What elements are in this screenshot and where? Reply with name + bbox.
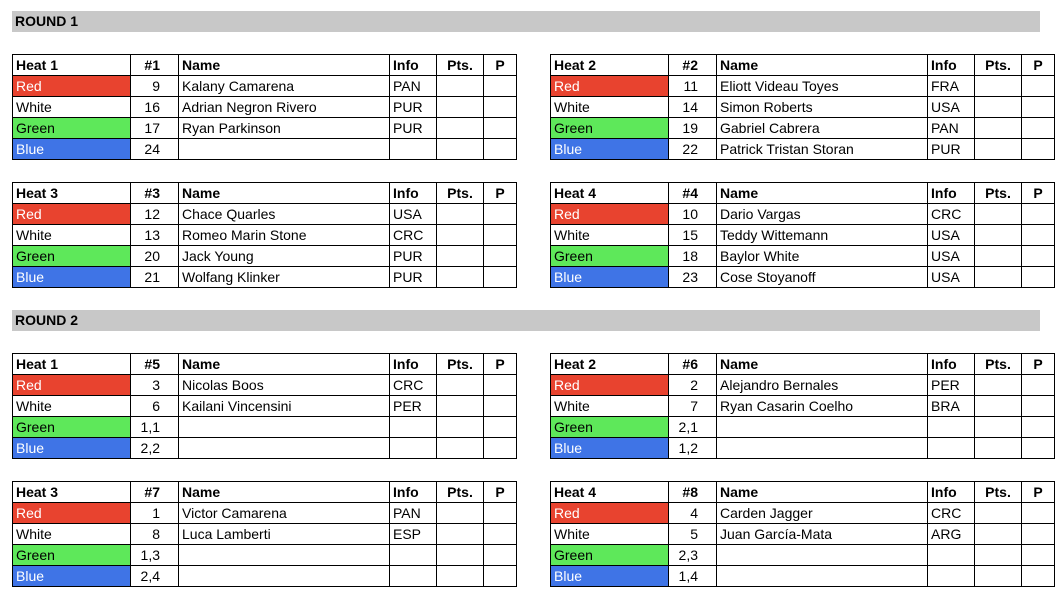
info-header: Info [390, 354, 437, 375]
heat-table [550, 481, 1055, 587]
heat-label: Heat 4 [551, 482, 669, 503]
surfer-seed-cell: 2,3 [669, 545, 717, 566]
country-info-cell: PUR [390, 97, 437, 118]
lane-color-cell: Green [13, 545, 131, 566]
table-row [551, 204, 1055, 225]
place-cell[interactable] [484, 76, 517, 97]
table-row [551, 524, 1055, 545]
points-cell[interactable] [437, 417, 484, 438]
table-row [551, 503, 1055, 524]
table-row [551, 566, 1055, 587]
surfer-seed-cell: 1,1 [131, 417, 179, 438]
country-info-cell [390, 545, 437, 566]
place-cell[interactable] [484, 566, 517, 587]
points-cell[interactable] [437, 204, 484, 225]
place-cell[interactable] [484, 267, 517, 288]
country-info-cell: PUR [390, 118, 437, 139]
points-cell[interactable] [975, 246, 1022, 267]
info-header: Info [390, 55, 437, 76]
points-cell[interactable] [975, 566, 1022, 587]
points-cell[interactable] [437, 545, 484, 566]
points-cell[interactable] [975, 267, 1022, 288]
surfer-name-cell: Simon Roberts [717, 97, 928, 118]
surfer-name-cell: Romeo Marin Stone [179, 225, 390, 246]
country-info-cell [390, 566, 437, 587]
points-cell[interactable] [437, 246, 484, 267]
place-cell[interactable] [484, 396, 517, 417]
place-cell[interactable] [484, 139, 517, 160]
surfer-seed-cell: 22 [669, 139, 717, 160]
place-cell[interactable] [484, 375, 517, 396]
lane-color-cell: Blue [13, 566, 131, 587]
points-cell[interactable] [975, 417, 1022, 438]
place-cell[interactable] [484, 225, 517, 246]
points-cell[interactable] [437, 566, 484, 587]
place-cell[interactable] [484, 417, 517, 438]
surfer-name-cell: Luca Lamberti [179, 524, 390, 545]
table-row [13, 267, 517, 288]
place-cell[interactable] [1022, 204, 1055, 225]
country-info-cell: ESP [390, 524, 437, 545]
info-header: Info [928, 183, 975, 204]
surfer-name-cell [717, 566, 928, 587]
name-header: Name [717, 183, 928, 204]
country-info-cell: PER [390, 396, 437, 417]
country-info-cell: USA [390, 204, 437, 225]
table-row [551, 225, 1055, 246]
heat-table [12, 481, 517, 587]
place-cell[interactable] [484, 438, 517, 459]
points-cell[interactable] [975, 139, 1022, 160]
lane-color-cell: White [13, 396, 131, 417]
country-info-cell: PAN [390, 76, 437, 97]
points-cell[interactable] [437, 225, 484, 246]
place-cell[interactable] [484, 118, 517, 139]
place-cell[interactable] [484, 204, 517, 225]
surfer-name-cell: Jack Young [179, 246, 390, 267]
lane-color-cell: Red [13, 375, 131, 396]
points-cell[interactable] [975, 225, 1022, 246]
heat-number: #5 [131, 354, 179, 375]
place-cell[interactable] [484, 97, 517, 118]
surfer-seed-cell: 11 [669, 76, 717, 97]
surfer-seed-cell: 13 [131, 225, 179, 246]
points-cell[interactable] [437, 76, 484, 97]
place-header: P [484, 482, 517, 503]
points-cell[interactable] [437, 97, 484, 118]
country-info-cell: ARG [928, 524, 975, 545]
round-title: ROUND 2 [12, 310, 1040, 331]
lane-color-cell: Green [551, 246, 669, 267]
place-cell[interactable] [484, 246, 517, 267]
lane-color-cell: Green [13, 417, 131, 438]
table-row [551, 76, 1055, 97]
surfer-seed-cell: 1,4 [669, 566, 717, 587]
place-cell[interactable] [1022, 524, 1055, 545]
surfer-name-cell: Dario Vargas [717, 204, 928, 225]
table-row [551, 438, 1055, 459]
country-info-cell: CRC [390, 225, 437, 246]
surfer-seed-cell: 2,2 [131, 438, 179, 459]
surfer-seed-cell: 19 [669, 118, 717, 139]
surfer-seed-cell: 5 [669, 524, 717, 545]
lane-color-cell: Red [13, 503, 131, 524]
lane-color-cell: Green [13, 118, 131, 139]
info-header: Info [390, 482, 437, 503]
heat-number: #6 [669, 354, 717, 375]
lane-color-cell: White [551, 225, 669, 246]
name-header: Name [717, 55, 928, 76]
heat-table [12, 182, 517, 288]
table-row [551, 139, 1055, 160]
points-cell[interactable] [437, 503, 484, 524]
heat-header-row [551, 482, 1055, 503]
points-cell[interactable] [437, 139, 484, 160]
surfer-seed-cell: 12 [131, 204, 179, 225]
surfer-name-cell: Nicolas Boos [179, 375, 390, 396]
lane-color-cell: Blue [13, 139, 131, 160]
surfer-name-cell: Baylor White [717, 246, 928, 267]
place-header: P [484, 354, 517, 375]
country-info-cell: CRC [928, 204, 975, 225]
table-row [13, 204, 517, 225]
lane-color-cell: Blue [13, 438, 131, 459]
info-header: Info [928, 482, 975, 503]
place-cell[interactable] [1022, 118, 1055, 139]
lane-color-cell: White [551, 396, 669, 417]
surfer-name-cell: Chace Quarles [179, 204, 390, 225]
country-info-cell: USA [928, 97, 975, 118]
surfer-name-cell: Cose Stoyanoff [717, 267, 928, 288]
country-info-cell: PAN [928, 118, 975, 139]
place-cell[interactable] [484, 524, 517, 545]
table-row [13, 438, 517, 459]
place-header: P [484, 55, 517, 76]
lane-color-cell: White [13, 225, 131, 246]
surfer-seed-cell: 17 [131, 118, 179, 139]
table-row [551, 545, 1055, 566]
info-header: Info [928, 55, 975, 76]
table-row [551, 396, 1055, 417]
surfer-name-cell: Juan García-Mata [717, 524, 928, 545]
surfer-name-cell: Alejandro Bernales [717, 375, 928, 396]
lane-color-cell: Green [551, 545, 669, 566]
table-row [13, 566, 517, 587]
points-cell[interactable] [975, 545, 1022, 566]
table-row [551, 246, 1055, 267]
table-row [13, 97, 517, 118]
place-header: P [1022, 482, 1055, 503]
surfer-name-cell [179, 417, 390, 438]
heat-number: #3 [131, 183, 179, 204]
heat-header-row [551, 55, 1055, 76]
lane-color-cell: White [13, 524, 131, 545]
surfer-seed-cell: 16 [131, 97, 179, 118]
table-row [13, 524, 517, 545]
table-row [13, 396, 517, 417]
lane-color-cell: Green [13, 246, 131, 267]
place-cell[interactable] [1022, 396, 1055, 417]
surfer-name-cell: Teddy Wittemann [717, 225, 928, 246]
surfer-name-cell: Kalany Camarena [179, 76, 390, 97]
surfer-seed-cell: 20 [131, 246, 179, 267]
place-cell[interactable] [484, 545, 517, 566]
table-row [551, 267, 1055, 288]
heat-number: #8 [669, 482, 717, 503]
points-cell[interactable] [975, 396, 1022, 417]
points-cell[interactable] [437, 267, 484, 288]
place-cell[interactable] [1022, 225, 1055, 246]
surfer-name-cell [717, 545, 928, 566]
table-row [13, 225, 517, 246]
place-header: P [484, 183, 517, 204]
surfer-name-cell [179, 438, 390, 459]
place-header: P [1022, 55, 1055, 76]
surfer-seed-cell: 1,2 [669, 438, 717, 459]
lane-color-cell: White [551, 524, 669, 545]
country-info-cell [928, 438, 975, 459]
name-header: Name [179, 354, 390, 375]
surfer-name-cell: Kailani Vincensini [179, 396, 390, 417]
name-header: Name [179, 482, 390, 503]
place-cell[interactable] [1022, 375, 1055, 396]
lane-color-cell: Red [13, 76, 131, 97]
points-cell[interactable] [437, 118, 484, 139]
surfer-seed-cell: 23 [669, 267, 717, 288]
lane-color-cell: Blue [551, 267, 669, 288]
place-header: P [1022, 354, 1055, 375]
surfer-seed-cell: 2,4 [131, 566, 179, 587]
points-cell[interactable] [437, 438, 484, 459]
lane-color-cell: Red [551, 204, 669, 225]
table-row [13, 246, 517, 267]
points-header: Pts. [437, 482, 484, 503]
heat-number: #2 [669, 55, 717, 76]
surfer-seed-cell: 7 [669, 396, 717, 417]
heat-label: Heat 1 [13, 55, 131, 76]
table-row [13, 545, 517, 566]
points-cell[interactable] [975, 76, 1022, 97]
country-info-cell [928, 566, 975, 587]
table-row [13, 375, 517, 396]
heat-number: #7 [131, 482, 179, 503]
points-cell[interactable] [975, 204, 1022, 225]
points-cell[interactable] [975, 524, 1022, 545]
country-info-cell [390, 438, 437, 459]
place-cell[interactable] [1022, 97, 1055, 118]
place-cell[interactable] [1022, 246, 1055, 267]
surfer-seed-cell: 2 [669, 375, 717, 396]
surfer-name-cell: Carden Jagger [717, 503, 928, 524]
points-header: Pts. [975, 354, 1022, 375]
points-cell[interactable] [975, 503, 1022, 524]
country-info-cell: PUR [390, 246, 437, 267]
points-header: Pts. [975, 55, 1022, 76]
points-header: Pts. [437, 183, 484, 204]
points-cell[interactable] [975, 438, 1022, 459]
place-cell[interactable] [1022, 76, 1055, 97]
country-info-cell: USA [928, 225, 975, 246]
heat-label: Heat 2 [551, 55, 669, 76]
surfer-name-cell [179, 566, 390, 587]
surfer-seed-cell: 21 [131, 267, 179, 288]
surfer-seed-cell: 4 [669, 503, 717, 524]
lane-color-cell: White [13, 97, 131, 118]
info-header: Info [390, 183, 437, 204]
lane-color-cell: White [551, 97, 669, 118]
lane-color-cell: Green [551, 118, 669, 139]
heat-table [550, 182, 1055, 288]
points-cell[interactable] [437, 396, 484, 417]
name-header: Name [179, 55, 390, 76]
table-row [13, 76, 517, 97]
points-cell[interactable] [437, 375, 484, 396]
heat-header-row [551, 354, 1055, 375]
country-info-cell: PUR [928, 139, 975, 160]
heat-table [12, 353, 517, 459]
lane-color-cell: Blue [551, 438, 669, 459]
country-info-cell [390, 139, 437, 160]
round-title: ROUND 1 [12, 11, 1040, 32]
lane-color-cell: Red [551, 375, 669, 396]
place-cell[interactable] [484, 503, 517, 524]
heat-label: Heat 3 [13, 482, 131, 503]
points-header: Pts. [437, 55, 484, 76]
points-header: Pts. [975, 482, 1022, 503]
surfer-seed-cell: 2,1 [669, 417, 717, 438]
heat-table [12, 54, 517, 160]
name-header: Name [717, 482, 928, 503]
place-cell[interactable] [1022, 417, 1055, 438]
surfer-name-cell [179, 545, 390, 566]
table-row [551, 97, 1055, 118]
country-info-cell [928, 545, 975, 566]
surfer-seed-cell: 8 [131, 524, 179, 545]
points-cell[interactable] [975, 118, 1022, 139]
country-info-cell: PER [928, 375, 975, 396]
country-info-cell: CRC [390, 375, 437, 396]
points-header: Pts. [437, 354, 484, 375]
surfer-name-cell: Ryan Casarin Coelho [717, 396, 928, 417]
surfer-name-cell [179, 139, 390, 160]
lane-color-cell: Red [551, 503, 669, 524]
surfer-seed-cell: 24 [131, 139, 179, 160]
place-cell[interactable] [1022, 438, 1055, 459]
place-cell[interactable] [1022, 267, 1055, 288]
country-info-cell: PAN [390, 503, 437, 524]
surfer-seed-cell: 1 [131, 503, 179, 524]
country-info-cell: BRA [928, 396, 975, 417]
place-cell[interactable] [1022, 139, 1055, 160]
surfer-name-cell: Eliott Videau Toyes [717, 76, 928, 97]
heat-label: Heat 4 [551, 183, 669, 204]
country-info-cell [928, 417, 975, 438]
heat-label: Heat 2 [551, 354, 669, 375]
info-header: Info [928, 354, 975, 375]
surfer-name-cell: Victor Camarena [179, 503, 390, 524]
surfer-name-cell [717, 417, 928, 438]
heat-header-row [13, 354, 517, 375]
table-row [551, 118, 1055, 139]
heat-label: Heat 3 [13, 183, 131, 204]
surfer-seed-cell: 1,3 [131, 545, 179, 566]
heat-header-row [13, 482, 517, 503]
table-row [13, 118, 517, 139]
heat-table [550, 54, 1055, 160]
surfer-name-cell: Adrian Negron Rivero [179, 97, 390, 118]
heat-header-row [13, 55, 517, 76]
country-info-cell: CRC [928, 503, 975, 524]
lane-color-cell: Red [551, 76, 669, 97]
surfer-name-cell: Gabriel Cabrera [717, 118, 928, 139]
points-cell[interactable] [437, 524, 484, 545]
country-info-cell: PUR [390, 267, 437, 288]
lane-color-cell: Blue [13, 267, 131, 288]
country-info-cell [390, 417, 437, 438]
heat-label: Heat 1 [13, 354, 131, 375]
place-cell[interactable] [1022, 503, 1055, 524]
name-header: Name [717, 354, 928, 375]
heat-number: #1 [131, 55, 179, 76]
surfer-seed-cell: 6 [131, 396, 179, 417]
surfer-seed-cell: 15 [669, 225, 717, 246]
surfer-name-cell [717, 438, 928, 459]
table-row [551, 375, 1055, 396]
country-info-cell: FRA [928, 76, 975, 97]
lane-color-cell: Blue [551, 139, 669, 160]
place-header: P [1022, 183, 1055, 204]
table-row [551, 417, 1055, 438]
country-info-cell: USA [928, 267, 975, 288]
points-cell[interactable] [975, 375, 1022, 396]
heat-table [550, 353, 1055, 459]
points-header: Pts. [975, 183, 1022, 204]
name-header: Name [179, 183, 390, 204]
lane-color-cell: Green [551, 417, 669, 438]
surfer-name-cell: Ryan Parkinson [179, 118, 390, 139]
place-cell[interactable] [1022, 545, 1055, 566]
surfer-name-cell: Wolfang Klinker [179, 267, 390, 288]
surfer-seed-cell: 14 [669, 97, 717, 118]
heat-number: #4 [669, 183, 717, 204]
points-cell[interactable] [975, 97, 1022, 118]
surfer-seed-cell: 18 [669, 246, 717, 267]
lane-color-cell: Blue [551, 566, 669, 587]
lane-color-cell: Red [13, 204, 131, 225]
table-row [13, 139, 517, 160]
surfer-name-cell: Patrick Tristan Storan [717, 139, 928, 160]
place-cell[interactable] [1022, 566, 1055, 587]
table-row [13, 417, 517, 438]
country-info-cell: USA [928, 246, 975, 267]
surfer-seed-cell: 3 [131, 375, 179, 396]
surfer-seed-cell: 10 [669, 204, 717, 225]
heat-header-row [551, 183, 1055, 204]
surfer-seed-cell: 9 [131, 76, 179, 97]
table-row [13, 503, 517, 524]
heat-header-row [13, 183, 517, 204]
